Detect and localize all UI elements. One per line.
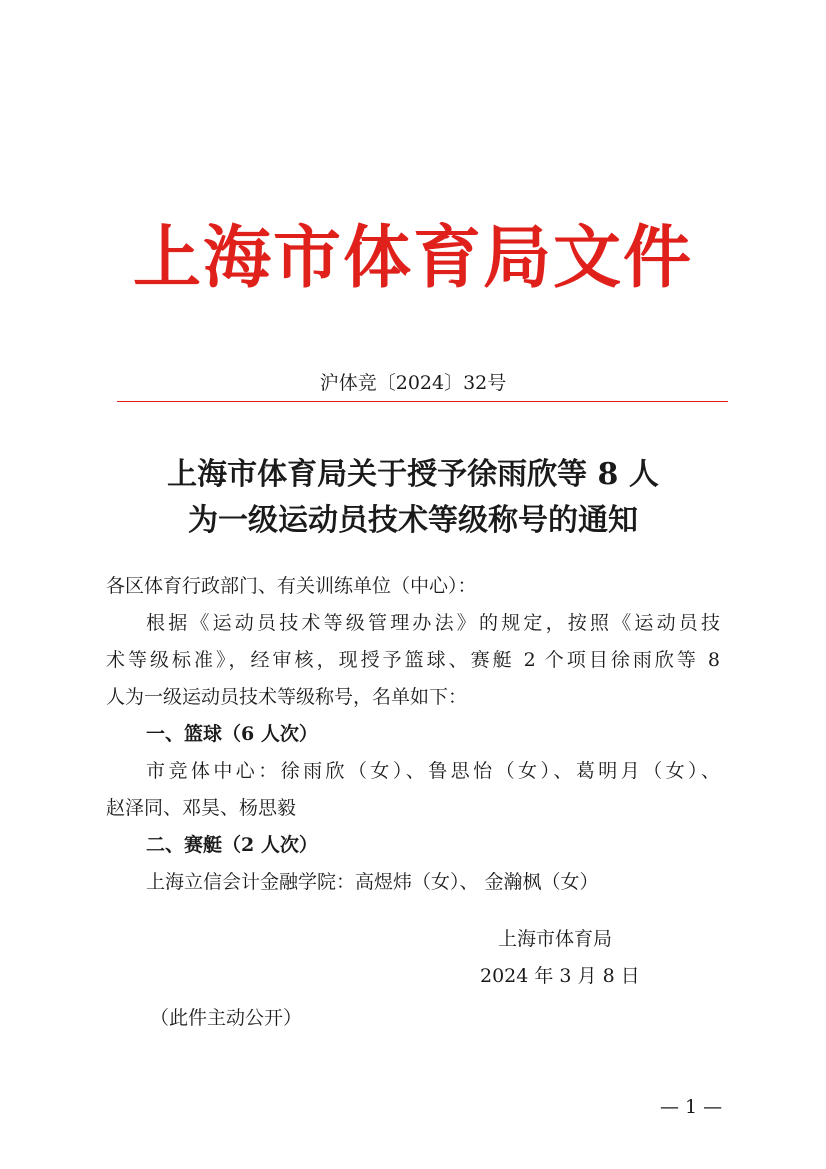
- document-number: 沪体竞〔2024〕32号: [319, 372, 507, 394]
- disclosure-note: （此件主动公开）: [150, 1007, 303, 1029]
- red-divider-rule: [117, 401, 728, 402]
- section-basketball-heading: 一、篮球（6 人次）: [146, 723, 318, 745]
- document-masthead: 上海市体育局文件: [132, 218, 693, 298]
- section-rowing-heading: 二、赛艇（2 人次）: [146, 834, 318, 856]
- notice-title-line-2: 为一级运动员技术等级称号的通知: [188, 503, 638, 538]
- paragraph-1-line-3: 人为一级运动员技术等级称号，名单如下：: [106, 686, 468, 708]
- paragraph-1-line-2: 术等级标准》，经审核，现授予篮球、赛艇 2 个项目徐雨欣等 8: [106, 649, 720, 671]
- issuer-signature: 上海市体育局: [498, 928, 613, 950]
- section-rowing-line-1: 上海立信会计金融学院：高煜炜（女）、 金瀚枫（女）: [146, 871, 599, 893]
- notice-body: [106, 568, 720, 901]
- paragraph-1-line-1: 根据《运动员技术等级管理办法》的规定，按照《运动员技: [146, 612, 720, 634]
- notice-title-line-1: 上海市体育局关于授予徐雨欣等 8 人: [167, 457, 659, 492]
- issue-date: 2024 年 3 月 8 日: [480, 965, 640, 987]
- section-basketball-line-1: 市竞体中心：徐雨欣（女）、鲁思怡（女）、葛明月（女）、: [146, 760, 720, 782]
- page-number: — 1 —: [660, 1096, 723, 1118]
- salutation: 各区体育行政部门、有关训练单位（中心）：: [106, 575, 477, 597]
- section-basketball-line-2: 赵泽同、邓昊、杨思毅: [106, 797, 297, 819]
- notice-title: [0, 452, 826, 544]
